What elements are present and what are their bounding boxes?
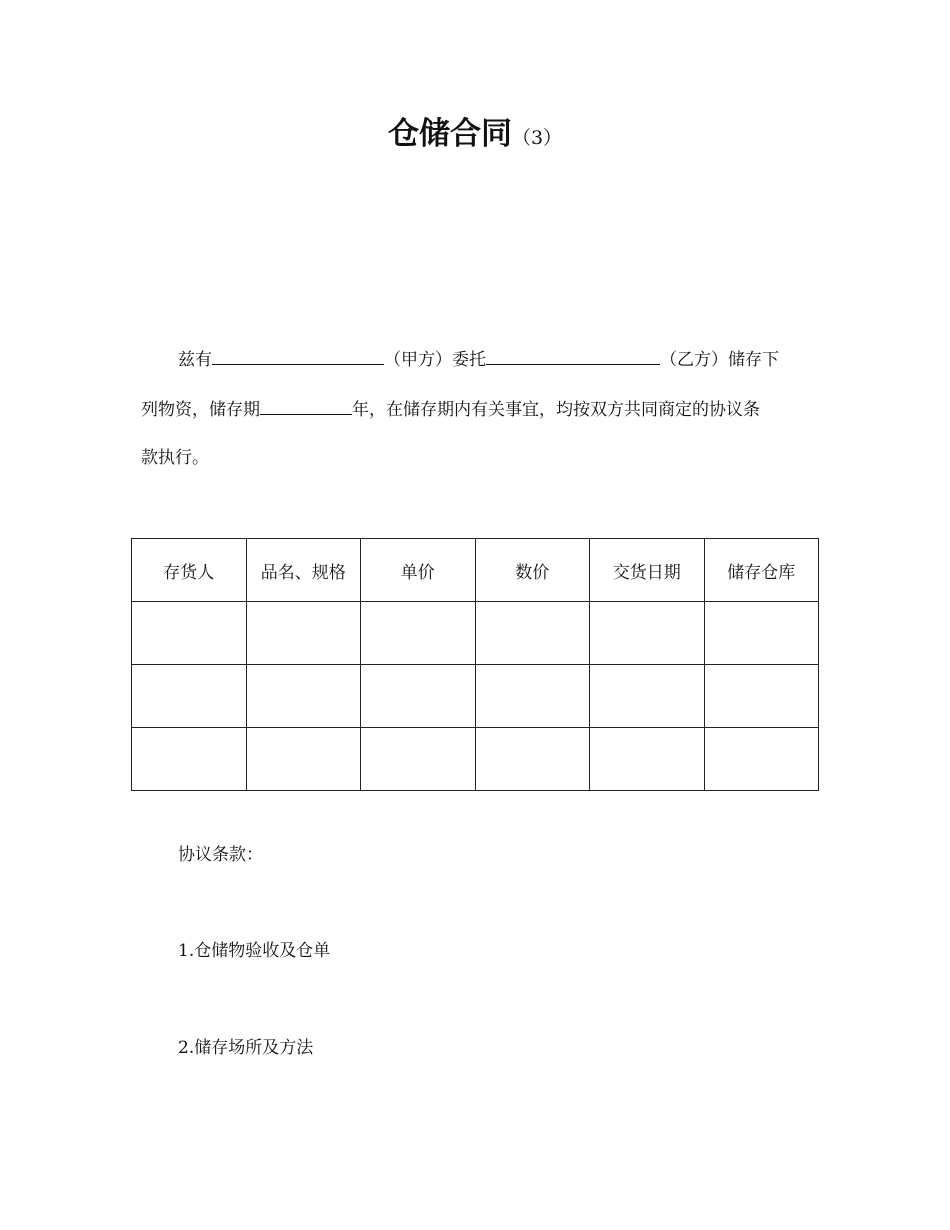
storage-years-blank bbox=[260, 396, 352, 415]
header-quantity: 数价 bbox=[475, 539, 590, 602]
intro-line-2 bbox=[141, 396, 760, 422]
header-product-spec: 品名、规格 bbox=[246, 539, 361, 602]
storage-period-suffix: 年，在储存期内有关事宜，均按双方共同商定的协议条 bbox=[352, 400, 760, 420]
table-cell bbox=[704, 665, 819, 728]
title-suffix: （3） bbox=[511, 127, 563, 149]
table-cell bbox=[475, 665, 590, 728]
clause-1-heading: 1.仓储物验收及仓单 bbox=[178, 941, 331, 961]
table-cell bbox=[704, 728, 819, 791]
intro-line-3: 款执行。 bbox=[141, 448, 209, 468]
header-delivery-date: 交货日期 bbox=[590, 539, 705, 602]
header-depositor: 存货人 bbox=[132, 539, 247, 602]
clause-2-heading: 2.储存场所及方法 bbox=[178, 1038, 314, 1058]
table-cell bbox=[361, 602, 476, 665]
table-row bbox=[132, 665, 819, 728]
table-cell bbox=[590, 665, 705, 728]
intro-prefix: 兹有 bbox=[178, 350, 212, 370]
party-a-label: （甲方）委托 bbox=[384, 350, 486, 370]
document-title bbox=[0, 112, 950, 161]
table-cell bbox=[361, 665, 476, 728]
party-a-blank bbox=[212, 346, 384, 365]
table-cell bbox=[132, 602, 247, 665]
table-cell bbox=[704, 602, 819, 665]
table-row bbox=[132, 602, 819, 665]
header-unit-price: 单价 bbox=[361, 539, 476, 602]
table-cell bbox=[590, 602, 705, 665]
title-main: 仓储合同 bbox=[387, 116, 512, 152]
table-cell bbox=[246, 602, 361, 665]
table-cell bbox=[475, 728, 590, 791]
intro-line-1 bbox=[178, 346, 779, 372]
table-cell bbox=[590, 728, 705, 791]
party-b-label: （乙方）储存下 bbox=[660, 350, 779, 370]
storage-period-prefix: 列物资，储存期 bbox=[141, 400, 260, 420]
table-cell bbox=[361, 728, 476, 791]
goods-table bbox=[131, 538, 819, 791]
table-cell bbox=[132, 728, 247, 791]
table-cell bbox=[132, 665, 247, 728]
table-row bbox=[132, 728, 819, 791]
table-cell bbox=[246, 665, 361, 728]
table-cell bbox=[475, 602, 590, 665]
goods-table-header-row bbox=[132, 539, 819, 602]
party-b-blank bbox=[486, 346, 660, 365]
clauses-heading: 协议条款： bbox=[178, 845, 263, 865]
table-cell bbox=[246, 728, 361, 791]
header-warehouse: 储存仓库 bbox=[704, 539, 819, 602]
